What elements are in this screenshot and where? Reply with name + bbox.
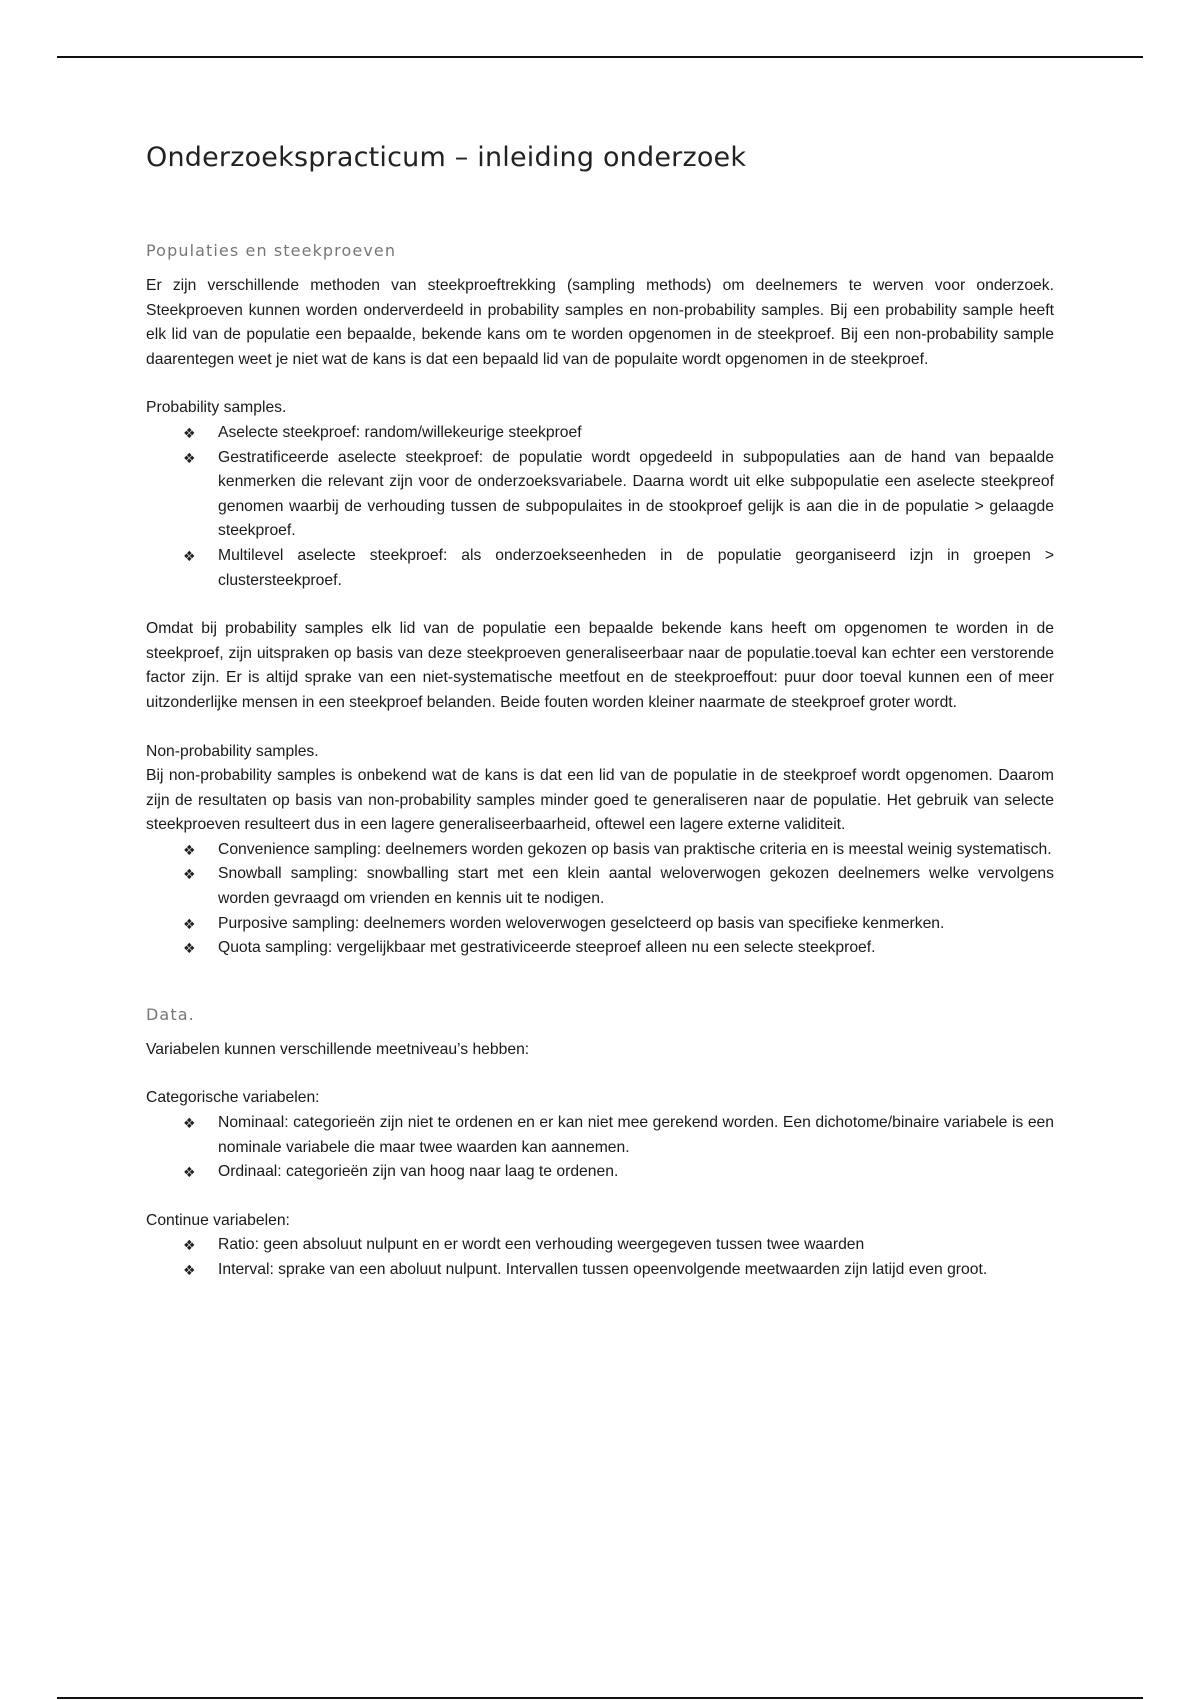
- diamond-bullet-icon: ❖: [183, 1115, 196, 1132]
- list-item: ❖ Ratio: geen absoluut nulpunt en er wordt een verhouding weergegeven tussen twee waarden: [218, 1233, 1054, 1258]
- probability-samples-list: [146, 421, 1054, 593]
- list-item: ❖ Convenience sampling: deelnemers worden gekozen op basis van praktische criteria en is meestal weinig systematisch.: [218, 838, 1054, 863]
- list-item: ❖ Aselecte steekproef: random/willekeurige steekproef: [218, 421, 1054, 446]
- diamond-bullet-icon: ❖: [183, 1164, 196, 1181]
- nonprobability-paragraph: Bij non-probability samples is onbekend wat de kans is dat een lid van de populatie in de steekproef wordt opgenomen. Daarom zijn de resultaten op basis van non-probability samples minder goed te generaliseren naar de populatie. Het gebruik van selecte steekproeven resulteert dus in een lagere generaliseerbaarheid, oftewel een lagere externe validiteit.: [146, 767, 1054, 834]
- continuous-label: Continue variabelen:: [146, 1211, 290, 1229]
- continuous-list: [146, 1233, 1054, 1282]
- document-title: Onderzoekspracticum – inleiding onderzoek: [146, 142, 747, 173]
- list-item: ❖ Snowball sampling: snowballing start met een klein aantal weloverwogen gekozen deelnemers welke vervolgens worden gevraagd om vrienden en kennis uit te nodigen.: [218, 862, 1054, 911]
- footer-rule: [57, 1697, 1143, 1699]
- diamond-bullet-icon: ❖: [183, 866, 196, 883]
- probability-samples-label: Probability samples.: [146, 399, 287, 417]
- diamond-bullet-icon: ❖: [183, 547, 196, 564]
- probability-paragraph: Omdat bij probability samples elk lid van de populatie een bepaalde bekende kans heeft om opgenomen te worden in de steekproef, zijn uitspraken op basis van deze steekproeven generaliseerbaar naar de populatie.toeval kan echter een verstorende factor zijn. Er is altijd sprake van een niet-systematische meetfout en de steekproeffout: puur door toeval kunnen een of meer uitzonderlijke mensen in een steekproef belanden. Beide fouten worden kleiner naarmate de steekproef groter wordt.: [146, 620, 1054, 711]
- list-item: ❖ Interval: sprake van een aboluut nulpunt. Intervallen tussen opeenvolgende meetwaarden zijn latijd even groot.: [218, 1258, 1054, 1283]
- diamond-bullet-icon: ❖: [183, 424, 196, 441]
- section-heading-populaties: Populaties en steekproeven: [146, 241, 397, 260]
- diamond-bullet-icon: ❖: [183, 915, 196, 932]
- diamond-bullet-icon: ❖: [183, 1262, 196, 1278]
- list-item: ❖ Nominaal: categorieën zijn niet te ordenen en er kan niet mee gerekend worden. Een dichotome/binaire variabele is een nominale variabele die maar twee waarden kan aannemen.: [218, 1111, 1054, 1160]
- categorical-label: Categorische variabelen:: [146, 1089, 320, 1107]
- document-page: [146, 142, 1054, 1283]
- diamond-bullet-icon: ❖: [183, 449, 196, 466]
- nonprobability-samples-list: [146, 838, 1054, 961]
- list-item: ❖ Quota sampling: vergelijkbaar met gestrativiceerde steeproef alleen nu een selecte steekproef.: [218, 936, 1054, 961]
- list-item: ❖ Ordinaal: categorieën zijn van hoog naar laag te ordenen.: [218, 1160, 1054, 1185]
- list-item: ❖ Gestratificeerde aselecte steekproef: de populatie wordt opgedeeld in subpopulaties aan de hand van bepaalde kenmerken die relevant zijn voor de onderzoeksvariabele. Daarna wordt uit elke subpopulatie een aselecte steekpreof genomen waarbij de verhouding tussen de subpopulaites in de stookproef gelijk is aan die in de populatie > gelaagde steekproef.: [218, 446, 1054, 544]
- diamond-bullet-icon: ❖: [183, 841, 196, 858]
- list-item: ❖ Multilevel aselecte steekproef: als onderzoekseenheden in de populatie georganiseerd izjn in groepen > clustersteekproef.: [218, 544, 1054, 593]
- list-item: ❖ Purposive sampling: deelnemers worden weloverwogen geselcteerd op basis van specifieke kenmerken.: [218, 912, 1054, 937]
- intro-paragraph: Er zijn verschillende methoden van steekproeftrekking (sampling methods) om deelnemers te werven voor onderzoek. Steekproeven kunnen worden onderverdeeld in probability samples en non-probability samples. Bij een probability sample heeft elk lid van de populatie een bepaalde, bekende kans om te worden opgenomen in de steekproef. Bij een non-probability sample daarentegen weet je niet wat de kans is dat een bepaald lid van de populaite wordt opgenomen in de steekproef.: [146, 277, 1054, 368]
- data-intro: Variabelen kunnen verschillende meetniveau’s hebben:: [146, 1040, 530, 1058]
- nonprobability-samples-label: Non-probability samples.: [146, 742, 319, 760]
- header-rule: [57, 56, 1143, 58]
- diamond-bullet-icon: ❖: [183, 940, 196, 957]
- diamond-bullet-icon: ❖: [183, 1237, 196, 1254]
- section-heading-data: Data.: [146, 1004, 195, 1024]
- categorical-list: [146, 1111, 1054, 1185]
